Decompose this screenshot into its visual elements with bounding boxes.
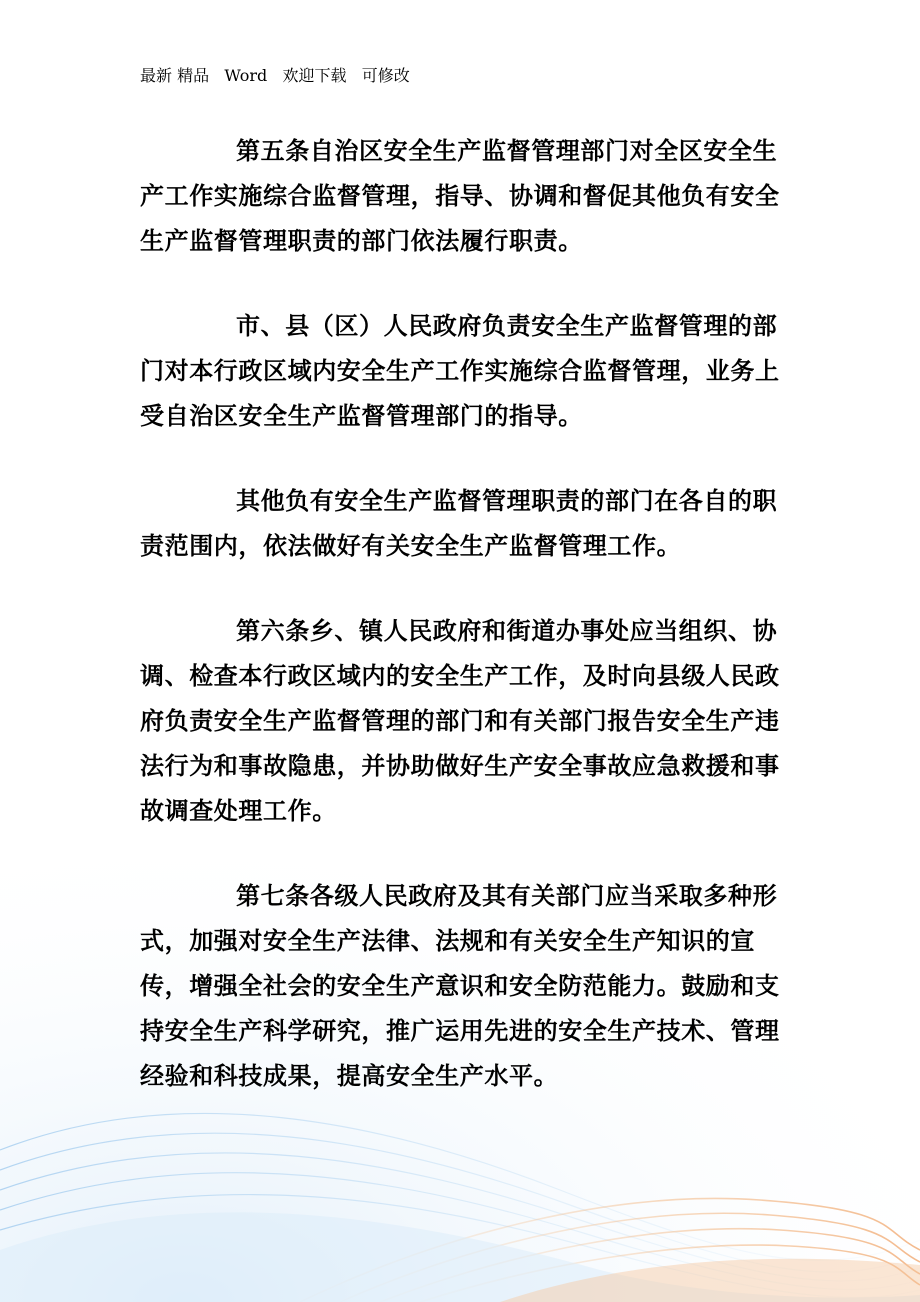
page-header-text: 最新 精品 Word 欢迎下载 可修改	[140, 66, 410, 85]
paragraph-city-county: 市、县（区）人民政府负责安全生产监督管理的部门对本行政区域内安全生产工作实施综合监督管理，业务上受自治区安全生产监督管理部门的指导。	[140, 312, 780, 430]
paragraph-article-6: 第六条乡、镇人民政府和街道办事处应当组织、协调、检查本行政区域内的安全生产工作，及时向县级人民政府负责安全生产监督管理的部门和有关部门报告安全生产违法行为和事故隐患，并协助做好生产安全事故应急救援和事故调查处理工作。	[140, 617, 780, 825]
paragraph-article-5: 第五条自治区安全生产监督管理部门对全区安全生产工作实施综合监督管理，指导、协调和督促其他负有安全生产监督管理职责的部门依法履行职责。	[140, 137, 780, 255]
document-body	[140, 129, 790, 1139]
paragraph-other-departments: 其他负有安全生产监督管理职责的部门在各自的职责范围内，依法做好有关安全生产监督管理工作。	[140, 487, 778, 560]
paragraph-article-7: 第七条各级人民政府及其有关部门应当采取多种形式，加强对安全生产法律、法规和有关安全生产知识的宣传，增强全社会的安全生产意识和安全防范能力。鼓励和支持安全生产科学研究，推广运用先进的安全生产技术、管理经验和科技成果，提高安全生产水平。	[140, 882, 780, 1090]
